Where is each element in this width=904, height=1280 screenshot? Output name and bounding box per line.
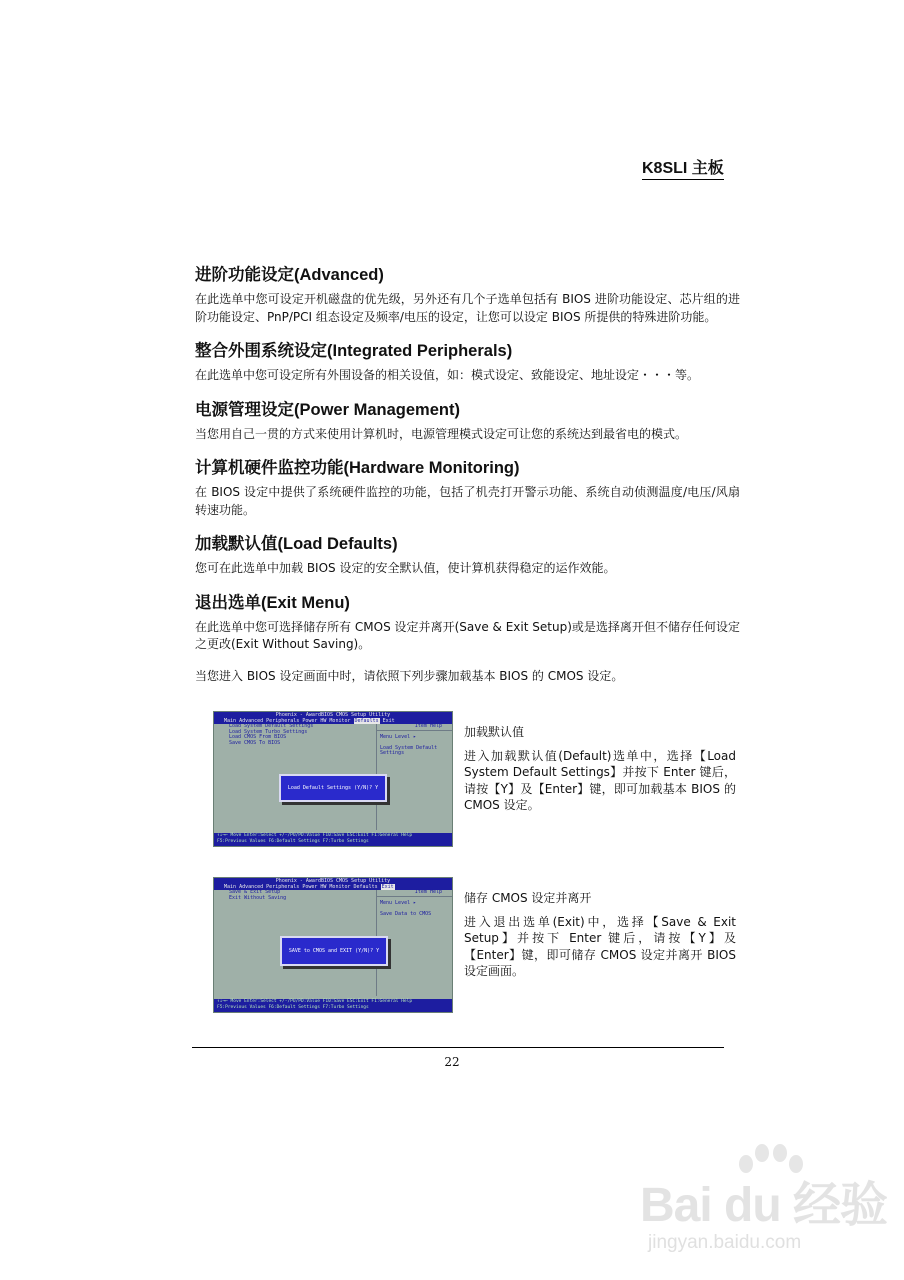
bios-help-panel [377,890,452,996]
section-body: 在此选单中您可选择储存所有 CMOS 设定并离开(Save & Exit Setup)或是选择离开但不储存任何设定之更改(Exit Without Saving)。 [195,619,740,651]
bios-menu-item: Load CMOS From BIOS [229,734,287,740]
watermark-logo: Bai du 经验 [640,1179,888,1232]
caption-load-defaults [464,724,736,814]
bios-confirm-dialog: Load Default Settings (Y/N)? Y [279,774,387,802]
section-body: 在 BIOS 设定中提供了系统硬件监控的功能，包括了机壳打开警示功能、系统自动侦测温度/电压/风扇转速功能。 [195,485,740,517]
bios-menu-item: Load System Default Settings [229,723,314,729]
caption-body: 进入退出选单(Exit)中，选择【Save & Exit Setup】并按下 Enter 键后，请按【Y】及【Enter】键，即可储存 CMOS 设定并离开 BIOS 设定画面。 [464,914,736,978]
bios-tab-hw-monitor: HW Monitor [320,718,351,724]
section-heading: 退出选单(Exit Menu) [195,592,350,612]
footer-divider [192,1047,724,1048]
section-body: 在此选单中您可设定所有外围设备的相关设值，如：模式设定、致能设定、地址设定・・・等。 [195,368,700,382]
document-body [195,264,740,685]
bios-title: Phoenix - AwardBIOS CMOS Setup Utility [214,712,452,718]
bios-help-line: Menu Level ▸ [380,899,417,906]
bios-help-title: Item Help [377,890,452,897]
bios-menu-item: Load System Turbo Settings [229,728,308,735]
bios-tab-advanced: Advanced [239,884,264,890]
bios-tab-main: Main [224,718,237,724]
bios-menu-item: Save CMOS To BIOS [229,739,281,746]
section-body: 在此选单中您可设定开机磁盘的优先级，另外还有几个子选单包括有 BIOS 进阶功能设定、芯片组的进阶功能设定、PnP/PCI 组态设定及频率/电压的设定，让您可以设定 BIOS 所提供的特殊进阶功能。 [195,292,740,324]
caption-save-exit [464,890,736,980]
caption-body: 进入加载默认值(Default)选单中，选择【Load System Default Settings】并按下 Enter 键后，请按【Y】及【Enter】键，即可加载基本 BIOS 的 CMOS 设定。 [464,748,736,812]
bios-help-line: Settings [380,750,405,756]
bios-footer-line: F5:Previous Values F6:Default Settings F7:Turbo Settings [217,839,369,844]
section-power-management [195,399,740,444]
intro-note: 当您进入 BIOS 设定画面中时，请依照下列步骤加载基本 BIOS 的 CMOS 设定。 [195,668,624,683]
bios-menu-item: Save & Exit Setup [229,889,281,895]
bios-tab-hw-monitor: HW Monitor [320,884,351,890]
section-hardware-monitoring [195,457,740,519]
section-heading: 计算机硬件监控功能(Hardware Monitoring) [195,458,520,477]
page-header-title: K8SLI 主板 [642,155,724,180]
section-heading: 整合外围系统设定(Integrated Peripherals) [195,341,513,360]
bios-help-line: Save Data to CMOS [380,910,432,917]
bios-tab-exit: Exit [382,718,395,724]
bios-tab-exit: Exit [381,884,394,890]
bios-tab-power: Power [302,718,318,724]
bios-tab-power: Power [302,884,318,890]
bios-tab-defaults: Defaults [354,718,379,724]
page-number: 22 [444,1055,460,1069]
bios-tab-advanced: Advanced [239,718,264,724]
bios-footer [214,999,452,1012]
section-integrated-peripherals [195,340,740,385]
section-load-defaults [195,533,740,578]
bios-help-title: Item Help [377,724,452,731]
bios-footer [214,833,452,846]
bios-help-panel [377,724,452,830]
bios-footer-line: ↑↓→← Move Enter:Select +/-/PU/PD:Value F10:Save ESC:Exit F1:General Help [217,999,413,1004]
watermark-url: jingyan.baidu.com [648,1232,802,1253]
bios-help-line: Load System Default [380,744,438,751]
bios-tab-main: Main [224,884,237,890]
section-body: 您可在此选单中加载 BIOS 设定的安全默认值，使计算机获得稳定的运作效能。 [195,561,616,575]
baidu-watermark [640,1142,888,1272]
bios-confirm-dialog: SAVE to CMOS and EXIT (Y/N)? Y [280,936,388,966]
bios-footer-line: ↑↓→← Move Enter:Select +/-/PU/PD:Value F10:Save ESC:Exit F1:General Help [217,833,413,838]
bios-title: Phoenix - AwardBIOS CMOS Setup Utility [214,878,452,884]
section-heading: 进阶功能设定(Advanced) [195,265,384,284]
bios-tab-defaults: Defaults [353,884,378,890]
bios-footer-line: F5:Previous Values F6:Default Settings F7:Turbo Settings [217,1005,369,1010]
caption-title: 加载默认值 [464,725,525,739]
bios-tab-peripherals: Peripherals [266,718,300,724]
section-heading: 电源管理设定(Power Management) [195,399,460,419]
bios-menu-item: Exit Without Saving [229,894,287,901]
caption-title: 储存 CMOS 设定并离开 [464,891,592,905]
section-exit-menu [195,592,740,654]
section-body: 当您用自己一贯的方式来使用计算机时，电源管理模式设定可让您的系统达到最省电的模式。 [195,426,688,441]
bios-screenshot-exit [213,877,453,1013]
section-heading: 加载默认值(Load Defaults) [195,534,398,553]
bios-screenshot-defaults [213,711,453,847]
bios-tab-peripherals: Peripherals [266,884,300,890]
bios-help-line: Menu Level ▸ [380,733,417,740]
section-advanced [195,264,740,326]
